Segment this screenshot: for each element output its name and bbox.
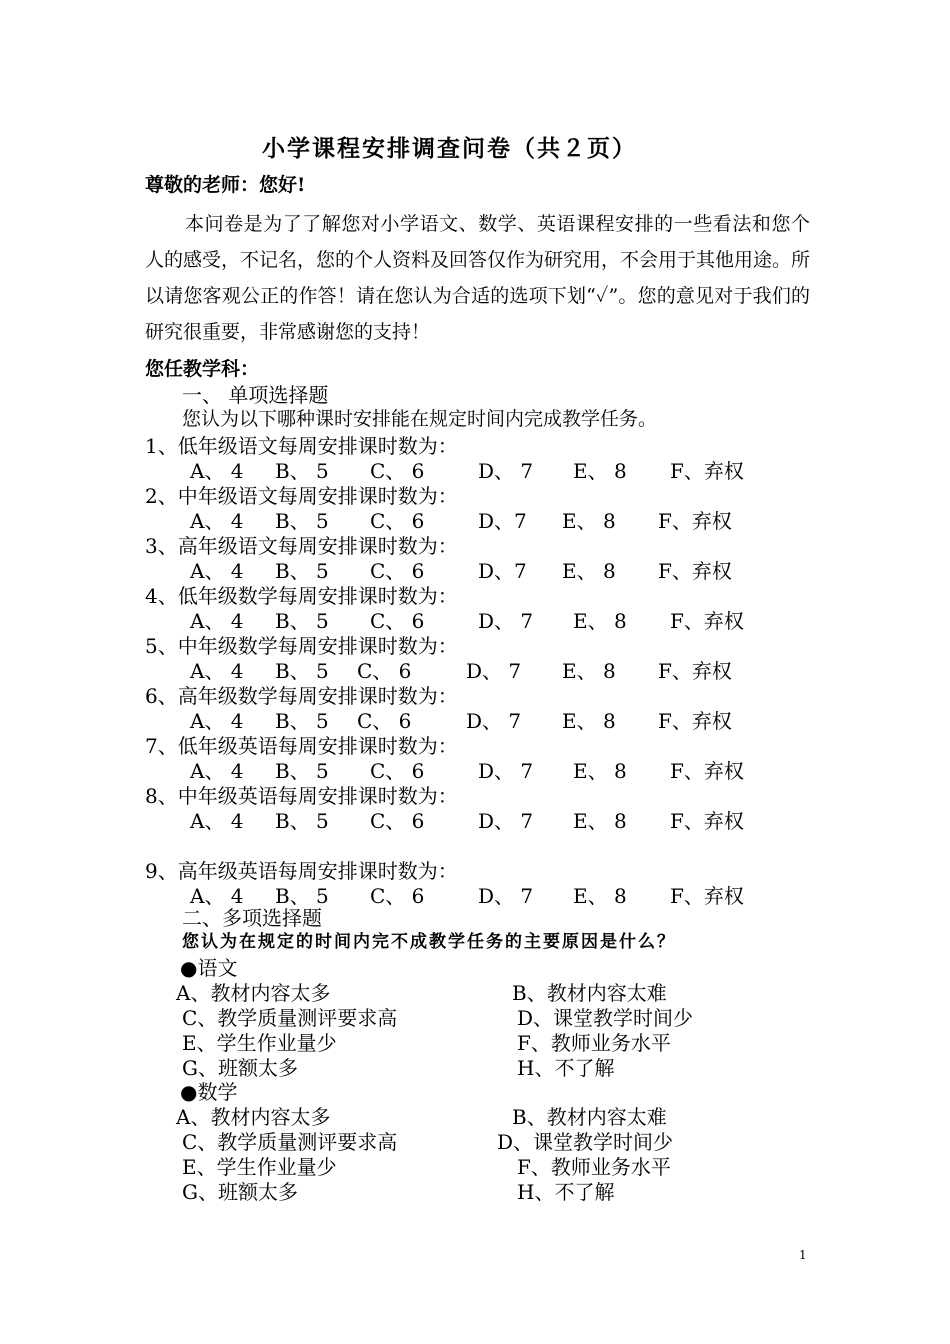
- section2-heading: 二、多项选择题: [182, 906, 322, 930]
- question-4-option-e[interactable]: E、 8: [573, 609, 627, 633]
- group-1-option[interactable]: E、学生作业量少: [182, 1031, 337, 1055]
- question-4-option-b[interactable]: B、 5: [275, 609, 329, 633]
- question-8-option-d[interactable]: D、 7: [478, 809, 534, 833]
- group-1-option[interactable]: D、课堂教学时间少: [517, 1006, 694, 1030]
- question-7-option-d[interactable]: D、 7: [478, 759, 534, 783]
- question-9-option-f[interactable]: F、弃权: [670, 884, 744, 908]
- group-label-2: ●数学: [180, 1080, 238, 1104]
- section1-instruction: 您认为以下哪种课时安排能在规定时间内完成教学任务。: [182, 408, 658, 430]
- question-5-option-c[interactable]: C、 6: [357, 659, 412, 683]
- question-5-option-b[interactable]: B、 5: [275, 659, 329, 683]
- question-1-option-e[interactable]: E、 8: [573, 459, 627, 483]
- question-2-option-b[interactable]: B、 5: [275, 509, 329, 533]
- question-7-option-a[interactable]: A、 4: [190, 759, 244, 783]
- group-2-option[interactable]: E、学生作业量少: [182, 1155, 337, 1179]
- question-3-option-e[interactable]: E、 8: [562, 559, 616, 583]
- question-8: 8、中年级英语每周安排课时数为：: [145, 784, 458, 808]
- question-5-option-d[interactable]: D、 7: [466, 659, 522, 683]
- group-1-option[interactable]: G、班额太多: [182, 1056, 298, 1080]
- question-8-option-f[interactable]: F、弃权: [670, 809, 744, 833]
- question-5-option-a[interactable]: A、 4: [190, 659, 244, 683]
- question-2-option-c[interactable]: C、 6: [370, 509, 425, 533]
- question-8-option-e[interactable]: E、 8: [573, 809, 627, 833]
- question-4-option-f[interactable]: F、弃权: [670, 609, 744, 633]
- section2-question: 您认为在规定的时间内完不成教学任务的主要原因是什么？: [182, 932, 676, 952]
- question-1: 1、低年级语文每周安排课时数为：: [145, 434, 458, 458]
- group-2-option[interactable]: D、课堂教学时间少: [497, 1130, 674, 1154]
- question-8-option-c[interactable]: C、 6: [370, 809, 425, 833]
- question-5: 5、中年级数学每周安排课时数为：: [145, 634, 458, 658]
- question-1-option-c[interactable]: C、 6: [370, 459, 425, 483]
- question-7: 7、低年级英语每周安排课时数为：: [145, 734, 458, 758]
- group-1-option[interactable]: F、教师业务水平: [517, 1031, 671, 1055]
- subject-label: 您任教学科：: [145, 358, 260, 380]
- question-9-option-a[interactable]: A、 4: [190, 884, 244, 908]
- group-2-option[interactable]: A、教材内容太多: [176, 1105, 331, 1129]
- question-3-option-b[interactable]: B、 5: [275, 559, 329, 583]
- section1-heading: 一、 单项选择题: [182, 383, 329, 407]
- question-2-option-a[interactable]: A、 4: [190, 509, 244, 533]
- question-9-option-c[interactable]: C、 6: [370, 884, 425, 908]
- question-7-option-b[interactable]: B、 5: [275, 759, 329, 783]
- group-label-1: ●语文: [180, 956, 238, 980]
- question-9-option-e[interactable]: E、 8: [573, 884, 627, 908]
- question-6-option-a[interactable]: A、 4: [190, 709, 244, 733]
- question-6-option-f[interactable]: F、弃权: [658, 709, 732, 733]
- question-9-option-d[interactable]: D、 7: [478, 884, 534, 908]
- question-6-option-b[interactable]: B、 5: [275, 709, 329, 733]
- question-6: 6、高年级数学每周安排课时数为：: [145, 684, 458, 708]
- question-5-option-e[interactable]: E、 8: [562, 659, 616, 683]
- group-2-option[interactable]: H、不了解: [517, 1180, 615, 1204]
- group-2-option[interactable]: C、教学质量测评要求高: [182, 1130, 398, 1154]
- question-9-option-b[interactable]: B、 5: [275, 884, 329, 908]
- question-4-option-d[interactable]: D、 7: [478, 609, 534, 633]
- question-2-option-e[interactable]: E、 8: [562, 509, 616, 533]
- question-3-option-c[interactable]: C、 6: [370, 559, 425, 583]
- question-2-option-d[interactable]: D、7: [478, 509, 527, 533]
- question-3-option-a[interactable]: A、 4: [190, 559, 244, 583]
- question-7-option-f[interactable]: F、弃权: [670, 759, 744, 783]
- question-3: 3、高年级语文每周安排课时数为：: [145, 534, 458, 558]
- question-7-option-e[interactable]: E、 8: [573, 759, 627, 783]
- page-title: 小学课程安排调查问卷（共２页）: [262, 135, 637, 162]
- intro-paragraph: 本问卷是为了了解您对小学语文、数学、英语课程安排的一些看法和您个人的感受，不记名，您的个人资料及回答仅作为研究用，不会用于其他用途。所以请您客观公正的作答！请在您认为合适的选项下划“✓”。您的意见对于我们的研究很重要，非常感谢您的支持！: [145, 213, 811, 343]
- question-3-option-d[interactable]: D、7: [478, 559, 527, 583]
- group-2-option[interactable]: B、教材内容太难: [512, 1105, 667, 1129]
- question-3-option-f[interactable]: F、弃权: [658, 559, 732, 583]
- greeting: 尊敬的老师：您好!: [145, 174, 306, 196]
- group-2-option[interactable]: G、班额太多: [182, 1180, 298, 1204]
- page-number: 1: [799, 1248, 807, 1262]
- group-1-option[interactable]: A、教材内容太多: [176, 981, 331, 1005]
- question-8-option-b[interactable]: B、 5: [275, 809, 329, 833]
- question-1-option-f[interactable]: F、弃权: [670, 459, 744, 483]
- question-1-option-a[interactable]: A、 4: [190, 459, 244, 483]
- question-7-option-c[interactable]: C、 6: [370, 759, 425, 783]
- question-4: 4、低年级数学每周安排课时数为：: [145, 584, 458, 608]
- question-5-option-f[interactable]: F、弃权: [658, 659, 732, 683]
- group-1-option[interactable]: H、不了解: [517, 1056, 615, 1080]
- group-1-option[interactable]: B、教材内容太难: [512, 981, 667, 1005]
- group-1-option[interactable]: C、教学质量测评要求高: [182, 1006, 398, 1030]
- question-8-option-a[interactable]: A、 4: [190, 809, 244, 833]
- question-9: 9、高年级英语每周安排课时数为：: [145, 859, 458, 883]
- question-4-option-c[interactable]: C、 6: [370, 609, 425, 633]
- question-4-option-a[interactable]: A、 4: [190, 609, 244, 633]
- question-1-option-b[interactable]: B、 5: [275, 459, 329, 483]
- question-6-option-c[interactable]: C、 6: [357, 709, 412, 733]
- question-1-option-d[interactable]: D、 7: [478, 459, 534, 483]
- question-2: 2、中年级语文每周安排课时数为：: [145, 484, 458, 508]
- group-2-option[interactable]: F、教师业务水平: [517, 1155, 671, 1179]
- question-6-option-d[interactable]: D、 7: [466, 709, 522, 733]
- question-2-option-f[interactable]: F、弃权: [658, 509, 732, 533]
- question-6-option-e[interactable]: E、 8: [562, 709, 616, 733]
